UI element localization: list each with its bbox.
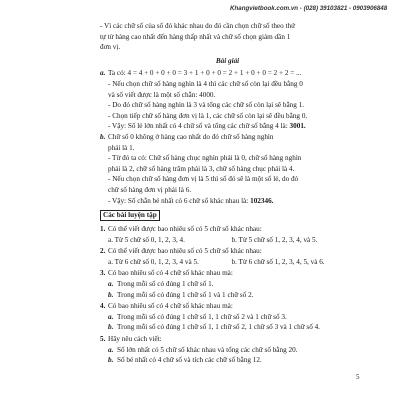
sub-text: Trong mỗi số có đúng 1 chữ số 1. [117,280,214,289]
exercise-3-sub-b [100,290,355,301]
sub-text: Số bé nhất có 4 chữ số và tích các chữ số bằng 12. [117,356,262,365]
part-a-answer: 3001. [289,122,306,131]
exercise-number: 4. [100,302,106,311]
part-b [100,132,355,206]
sub-label: a. [108,345,114,354]
exercise-5 [100,334,355,345]
exercise-2-options [100,257,355,268]
practice-title: Các bài luyện tập [100,210,160,221]
sub-text: Trong mỗi số có đúng 1 chữ số 1 và 1 chữ số 2. [117,290,254,299]
part-a-line: Ta có: 4 = 4 + 0 + 0 + 0 = 3 + 1 + 0 + 0 = 2 + 1 + 0 + 0 = 2 + 2 = ... [108,69,302,78]
exercise-number: 5. [100,335,106,344]
part-a-line: - Chọn tiếp chữ số hàng đơn vị là 1, các chữ số còn lại sẽ đều bằng 0. [108,111,308,120]
exercise-1-options [100,235,355,246]
intro-line: tự từ hàng cao nhất đến hàng thấp nhất và chữ số chọn giảm dần 1 [100,32,291,41]
exercise-number: 3. [100,269,106,278]
part-a-line: - Vậy: Số lẻ lớn nhất có 4 chữ số và tổng các chữ số bằng 4 là: [108,122,290,131]
part-a-label: a. [100,69,106,78]
exercise-number: 1. [100,225,106,234]
option-a: a. Từ 6 chữ số 0, 1, 2, 3, 4 và 5. [108,257,199,266]
part-b-conclusion [108,196,355,207]
part-b-line: phải là 1. [108,143,135,152]
solution-title: Bài giải [215,56,240,65]
page-header: Khangvietbook.com.vn - (028) 39103821 - 0903906848 [230,5,388,12]
sub-label: b. [108,323,114,332]
exercise-text: Có thể viết được bao nhiêu số có 5 chữ số khác nhau: [108,225,262,234]
page-number: 5 [356,373,360,381]
part-a-line: - Do đó chữ số hàng nghìn là 3 và tổng các chữ số còn lại sẽ bằng 1. [108,101,305,110]
part-b-line: - Nếu chọn chữ số hàng đơn vị là 5 thì số đó sẽ là một số lẻ, do đó [108,175,299,184]
part-a-line: - Nếu chọn chữ số hàng nghìn là 4 thì các chữ số còn lại đều bằng 0 [108,79,303,88]
exercise-3-sub-a [100,279,355,290]
part-b-line: - Vậy: Số chẵn bé nhất có 6 chữ số khác nhau là: [108,196,251,205]
exercise-text: Có bao nhiêu số có 4 chữ số khác nhau mà: [108,269,233,278]
part-b-label: b. [100,132,106,141]
part-b-answer: 102346. [250,196,274,205]
content [100,21,355,366]
intro-line: đơn vị. [100,43,121,52]
exercise-4 [100,301,355,312]
exercise-4-sub-b [100,322,355,333]
exercise-text: Có thể viết được bao nhiêu số có 5 chữ số khác nhau: [108,247,262,256]
intro-line: - Vì các chữ số của số đó khác nhau do đó cần chọn chữ số theo thứ [100,22,295,30]
exercise-1 [100,224,355,235]
sub-text: Trong mỗi số có đúng 1 chữ số 1, 1 chữ số 2, 1 chữ số 3 và 1 chữ số 4. [117,323,320,332]
part-a-conclusion [108,121,355,132]
sub-label: a. [108,280,114,289]
exercise-5-sub-a [100,345,355,356]
sub-label: b. [108,290,114,299]
option-b: b. Từ 5 chữ số 1, 2, 3, 4, và 5. [231,235,318,244]
option-a: a. Từ 5 chữ số 0, 1, 2, 3, 4. [108,235,185,244]
exercise-4-sub-a [100,312,355,323]
exercise-3 [100,268,355,279]
exercise-text: Có bao nhiêu số có 4 chữ số khác nhau mà: [108,302,233,311]
part-a [100,68,355,132]
sub-label: a. [108,312,114,321]
exercise-number: 2. [100,247,106,256]
exercise-text: Hãy nêu cách viết: [108,335,162,344]
sub-text: Số lớn nhất có 5 chữ số khác nhau và tổng các chữ số bằng 20. [117,345,298,354]
part-b-line: - Từ đó ta có: Chữ số hàng chục nghìn phải là 0, chữ số hàng nghìn [108,154,302,163]
part-a-line: và số viết được là một số chẵn: 4000. [108,90,216,99]
option-b: b. Từ 6 chữ số 1, 2, 3, 4, 5, và 6. [231,257,325,266]
sub-label: b. [108,356,114,365]
sub-text: Trong mỗi số có đúng 1 chữ số 1, 1 chữ số 2 và 1 chữ số 3. [117,312,287,321]
part-b-line: Chữ số 0 không ở hàng cao nhất do đó chữ số hàng nghìn [108,132,274,141]
part-b-line: chữ số hàng đơn vị phải là 6. [108,185,192,194]
exercise-5-sub-b [100,355,355,366]
exercise-2 [100,246,355,257]
part-b-line: phải là 2, chữ số hàng trăm phải là 3, chữ số hàng chục phải là 4. [108,164,295,173]
